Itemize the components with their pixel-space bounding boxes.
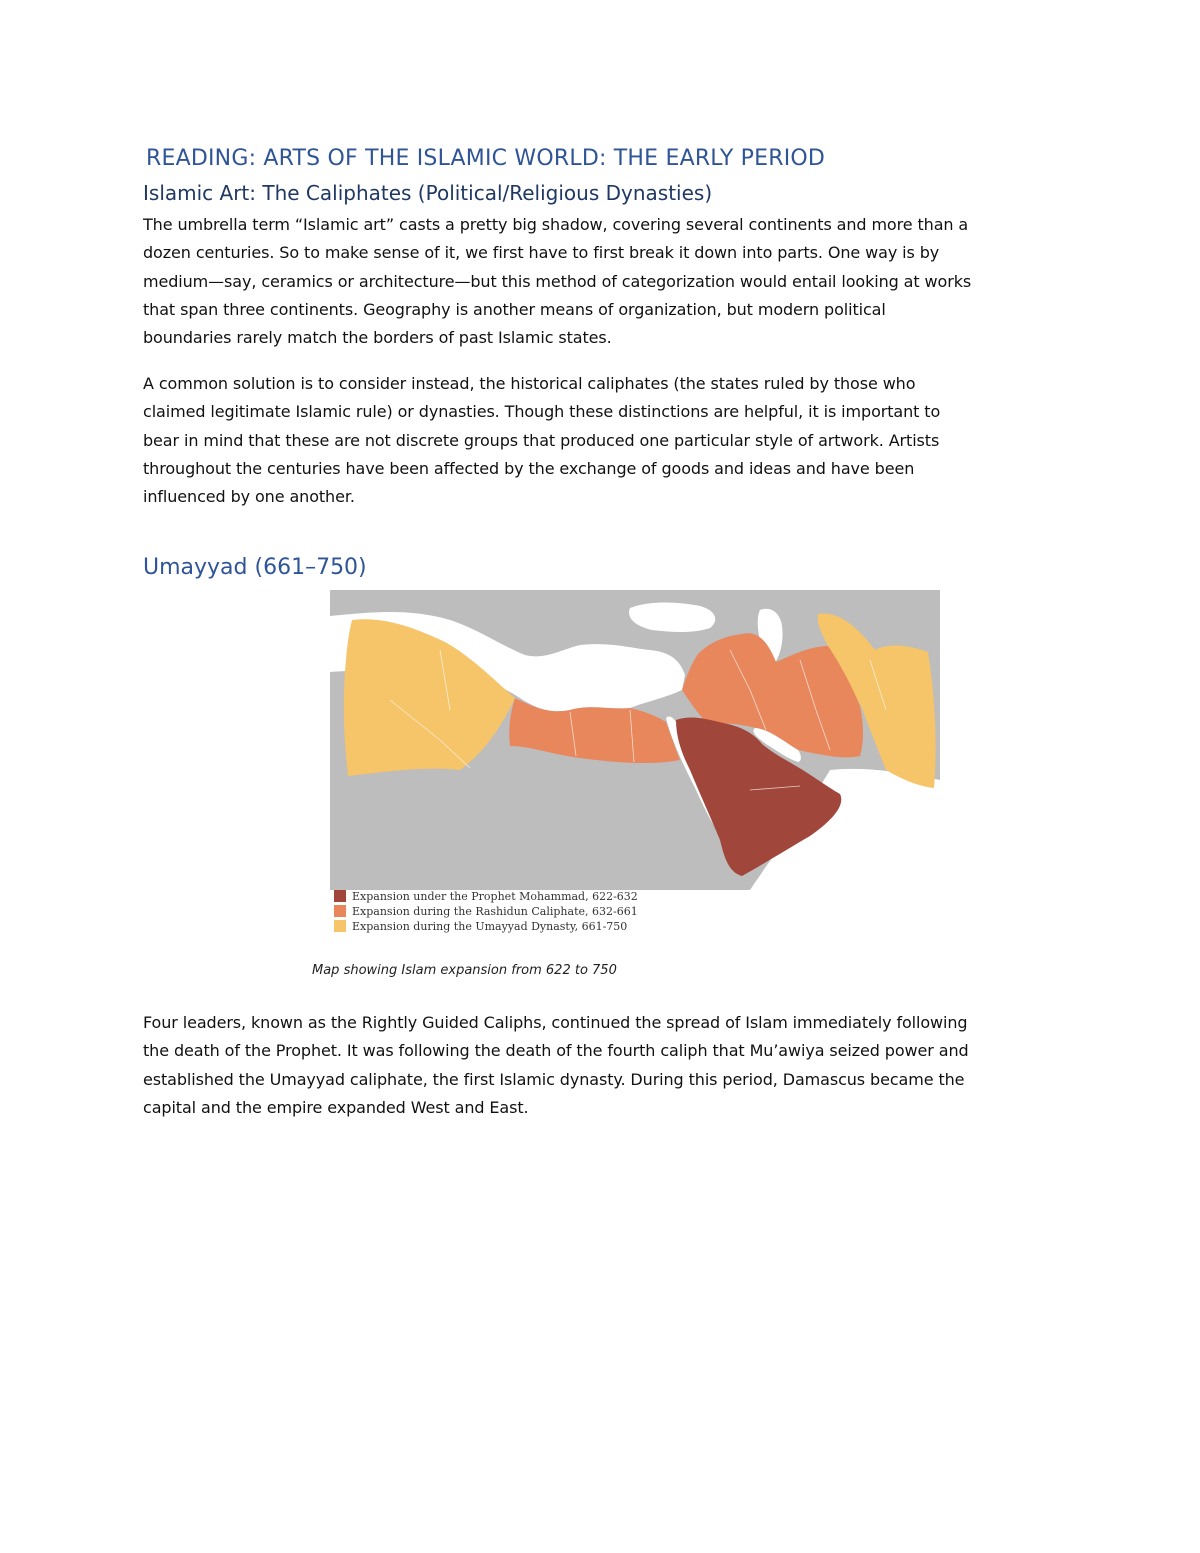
legend-swatch-umayyad — [334, 920, 346, 932]
paragraph-line: claimed legitimate Islamic rule) or dynasties. Though these distinctions are helpful, it is important to — [143, 402, 941, 422]
paragraph-line: established the Umayyad caliphate, the first Islamic dynasty. During this period, Damascus became the — [143, 1069, 965, 1089]
paragraph-line: throughout the centuries have been affected by the exchange of goods and ideas and have been — [143, 458, 915, 478]
paragraph-line: boundaries rarely match the borders of past Islamic states. — [143, 328, 612, 348]
paragraph-line: influenced by one another. — [143, 487, 355, 507]
caliphates-paragraph — [143, 370, 1058, 511]
map-caption: Map showing Islam expansion from 622 to 750 — [312, 963, 617, 978]
umayyad-heading: Umayyad (661–750) — [143, 555, 367, 580]
paragraph-line: the death of the Prophet. It was following the death of the fourth caliph that Mu’awiya seized power and — [143, 1041, 969, 1061]
paragraph-line: A common solution is to consider instead, the historical caliphates (the states ruled by those who — [143, 374, 916, 393]
paragraph-line: medium—say, ceramics or architecture—but this method of categorization would entail looking at works — [143, 271, 972, 291]
paragraph-line: Four leaders, known as the Rightly Guided Caliphs, continued the spread of Islam immediately following — [143, 1013, 968, 1032]
paragraph-line: bear in mind that these are not discrete groups that produced one particular style of artwork. Artists — [143, 430, 940, 450]
paragraph-line: that span three continents. Geography is another means of organization, but modern political — [143, 299, 886, 319]
expansion-map — [330, 590, 940, 945]
paragraph-line: capital and the empire expanded West and East. — [143, 1097, 529, 1117]
map-legend — [334, 890, 638, 933]
paragraph-line: dozen centuries. So to make sense of it, we first have to first break it down into parts. One way is by — [143, 243, 940, 263]
legend-label-rashidun: Expansion during the Rashidun Caliphate, 632-661 — [352, 905, 638, 918]
section-heading: Islamic Art: The Caliphates (Political/Religious Dynasties) — [143, 181, 713, 205]
expansion-map-graphic — [330, 590, 940, 945]
intro-paragraph — [143, 211, 1058, 352]
umayyad-paragraph — [143, 1009, 1058, 1122]
paragraph-line: The umbrella term “Islamic art” casts a pretty big shadow, covering several continents and more than a — [143, 215, 969, 234]
page-title: READING: ARTS OF THE ISLAMIC WORLD: THE EARLY PERIOD — [146, 146, 826, 171]
legend-swatch-rashidun — [334, 905, 346, 917]
legend-swatch-prophet — [334, 890, 346, 902]
legend-label-umayyad: Expansion during the Umayyad Dynasty, 661-750 — [352, 920, 628, 933]
legend-label-prophet: Expansion under the Prophet Mohammad, 622-632 — [352, 890, 638, 903]
